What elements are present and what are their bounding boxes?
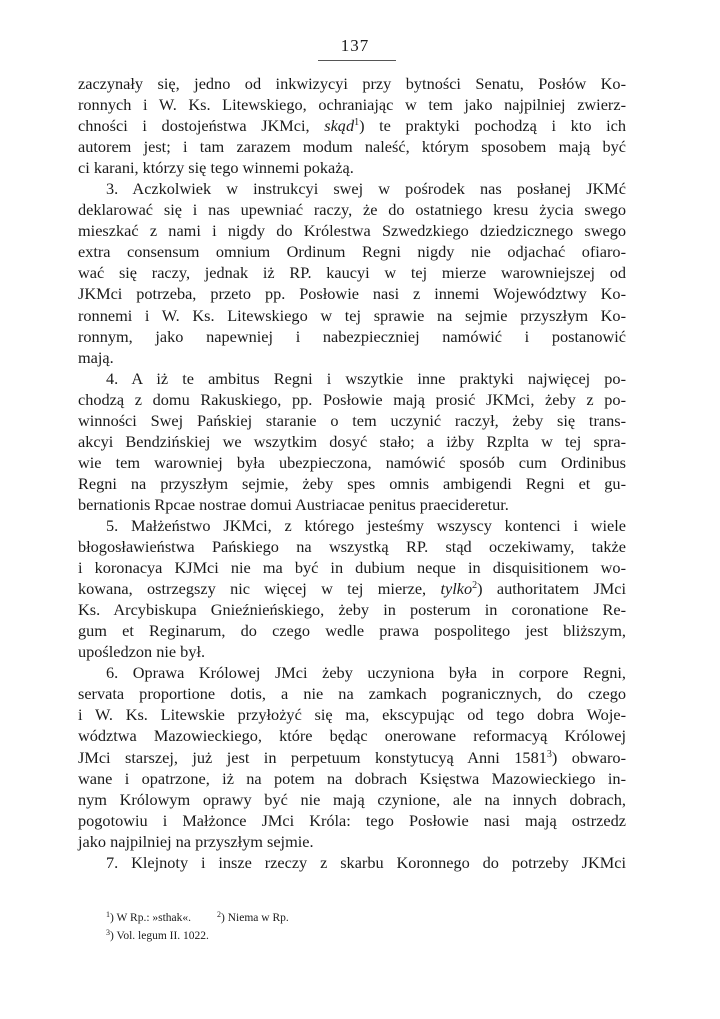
text-line <box>78 115 626 136</box>
text-line: wać się raczy, jednak iż RP. kaucyi w tej mierze warowniejszej od <box>78 263 626 283</box>
text-line: autorem jest; i tam zarazem modum naleść, którym sposobem mają być <box>78 137 626 157</box>
text-line: bernationis Rpcae nostrae domui Austriacae penitus praecideretur. <box>78 494 509 514</box>
footnote-ref: 3 <box>546 748 552 760</box>
text-line: ronnych i W. Ks. Litewskiego, ochraniając w tem jako najpilniej zwierz- <box>78 95 626 115</box>
text-line: gum et Reginarum, do czego wedle prawa pospolitego jest bliższym, <box>78 621 626 641</box>
footnote-text: ) W Rp.: »sthak«. <box>110 912 192 924</box>
footnote-marker: 3 <box>106 928 110 937</box>
text-line: ci karani, którzy się tego winnemi pokażą. <box>78 158 354 178</box>
footnote-text: ) Vol. legum II. 1022. <box>110 930 209 942</box>
footnote-ref: 1 <box>354 117 360 129</box>
text-line: błogosławieństwa Pańskiego na wszystką RP. stąd oczekiwamy, także <box>78 537 626 557</box>
text-line: 7. Klejnoty i insze rzeczy z skarbu Koronnego do potrzeby JKMci <box>106 852 626 872</box>
text-line: 3. Aczkolwiek w instrukcyi swej w pośrodek nas posłanej JKMć <box>106 179 626 199</box>
text-line: i koronacya KJMci nie ma być in dubium neque in disquisitionem wo- <box>78 558 626 578</box>
text-line: wie tem warowniej była ubezpieczona, namówić sposób cum Ordinibus <box>78 452 626 472</box>
italic-word: skąd <box>324 116 355 136</box>
text-line: servata proportione dotis, a nie na zamkach pogranicznych, do czego <box>78 684 626 704</box>
text-line: 6. Oprawa Królowej JMci żeby uczyniona była in corpore Regni, <box>106 663 626 683</box>
text-segment: ) authoritatem JMci <box>477 579 627 599</box>
footnote-line <box>106 909 506 927</box>
text-line: Regni na przyszłym sejmie, żeby spes omnis ambigendi Regni et gu- <box>78 473 626 493</box>
text-line: winności Swej Pańskiej staranie o tem uczynić raczył, żeby się trans- <box>78 410 626 430</box>
main-text <box>78 73 626 873</box>
page-number: 137 <box>340 36 370 55</box>
text-line: i W. Ks. Litewskie przyłożyć się ma, ekscypując od tego dobra Woje- <box>78 705 626 725</box>
paragraph-3 <box>78 178 626 367</box>
text-segment: chności i dostojeństwa JKMci, <box>78 116 325 136</box>
text-line: jako najpilniej na przyszłym sejmie. <box>78 831 314 851</box>
text-line: JKMci potrzeba, przeto pp. Posłowie nasi z innemi Województwy Ko- <box>78 284 626 304</box>
footnote-marker: 2 <box>217 910 222 919</box>
paragraph-4 <box>78 368 626 515</box>
text-line: deklarować się i nas upewniać raczy, że do ostatniego kresu życia swego <box>78 200 626 220</box>
text-line <box>78 747 626 768</box>
text-line: mieszkać z nami i nigdy do Królestwa Szwedzkiego dziedzicznego swego <box>78 221 626 241</box>
text-line: extra consensum omnium Ordinum Regni nigdy nie odjachać ofiaro- <box>78 242 626 262</box>
text-segment: ) obwaro- <box>551 747 626 767</box>
text-line: ronnym, jako napewniej i nabezpieczniej namówić i postanowić <box>78 326 626 346</box>
text-line: mają. <box>78 347 114 367</box>
text-segment: JMci starszej, już jest in perpetuum konstytucyą Anni 1581 <box>78 747 547 767</box>
text-line: akcyi Bendzińskiej we wszytkim dosyć stało; a iżby Rzplta w tej spra- <box>78 431 626 451</box>
text-line: 4. A iż te ambitus Regni i wszytkie inne praktyki najwięcej po- <box>106 368 626 388</box>
text-line: wództwa Mazowieckiego, które będąc onerowane reformacyą Królowej <box>78 726 626 746</box>
text-line: 5. Małżeństwo JKMci, z którego jesteśmy wszyscy kontenci i wiele <box>106 515 626 535</box>
text-line <box>78 578 626 599</box>
text-line: chodzą z domu Rakuskiego, pp. Posłowie mają prosić JKMci, żeby z po- <box>78 389 626 409</box>
paragraph-5 <box>78 515 626 662</box>
text-line: pogotowiu i Małżonce JMci Króla: tego Posłowie nasi mają ostrzedz <box>78 810 626 830</box>
paragraph-intro <box>78 73 626 178</box>
text-segment: ) te praktyki pochodzą i kto ich <box>359 116 626 136</box>
text-line: wane i opatrzone, iż na potem na dobrach Księstwa Mazowieckiego in- <box>78 768 626 788</box>
footnotes <box>106 909 506 945</box>
paragraph-6 <box>78 662 626 851</box>
text-segment: kowana, ostrzegszy nic więcej w tej mierze, <box>78 579 441 599</box>
footnote-text: ) Niema w Rp. <box>221 912 289 924</box>
footnote-line <box>106 927 506 945</box>
page-number-rule <box>318 60 396 61</box>
footnote-ref: 2 <box>472 580 478 592</box>
paragraph-7 <box>78 852 626 873</box>
text-line: zaczynały się, jedno od inkwizycyi przy bytności Senatu, Posłów Ko- <box>78 74 626 93</box>
text-line: ronnemi i W. Ks. Litewskiego w tej sprawie na sejmie przyszłym Ko- <box>78 305 626 325</box>
footnote-marker: 1 <box>106 910 110 919</box>
text-line: nym Królowym oprawy być nie mają czynione, ale na innych dobrach, <box>78 789 626 809</box>
text-line: Ks. Arcybiskupa Gnieźnieńskiego, żeby in posterum in coronatione Re- <box>78 600 626 620</box>
text-line: upośledzon nie był. <box>78 642 206 662</box>
italic-word: tylko <box>440 579 473 599</box>
